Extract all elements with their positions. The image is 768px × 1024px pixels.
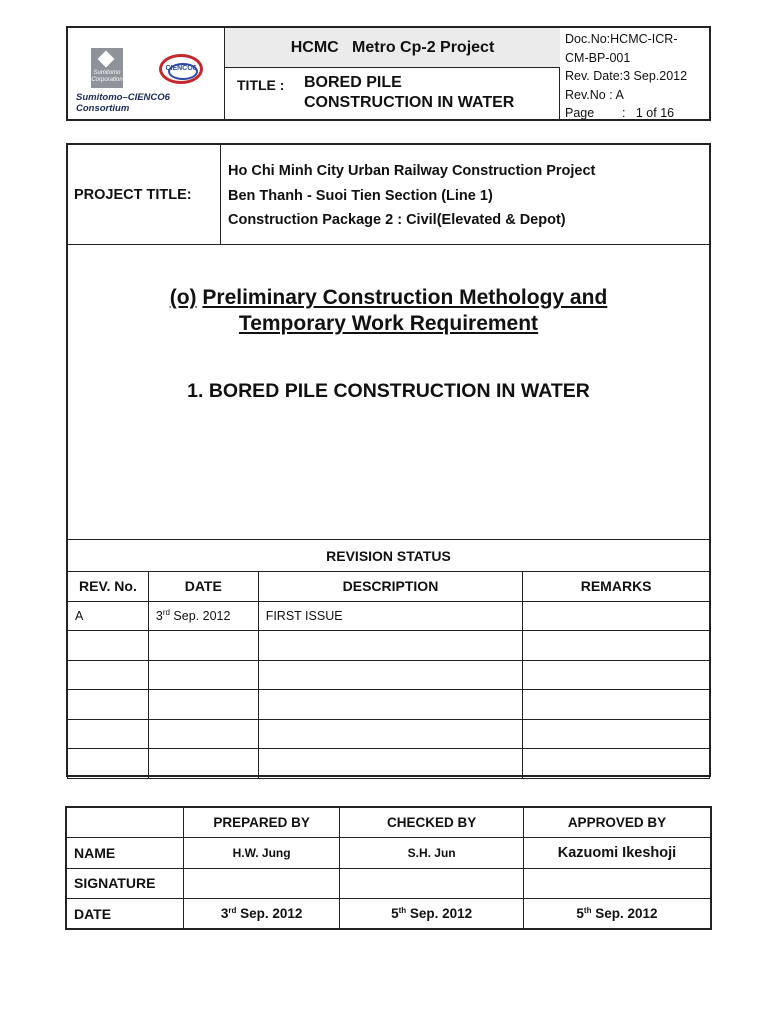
revision-number: Rev.No : A: [565, 87, 624, 102]
logo-caption: Sumitomo–CIENCO6 Consortium: [76, 92, 170, 114]
approved-date: 5th Sep. 2012: [523, 899, 711, 930]
revision-date: Rev. Date:3 Sep.2012: [565, 69, 688, 83]
col-checked-by: CHECKED BY: [340, 807, 524, 838]
header-title-cell: [225, 28, 560, 119]
project-line2: Ben Thanh - Suoi Tien Section (Line 1): [228, 187, 493, 204]
empty-cell: [523, 749, 710, 779]
document-info-cell: [560, 28, 709, 119]
rev-cell-date: 3rd Sep. 2012: [148, 601, 258, 631]
table-row: [66, 868, 711, 899]
empty-cell: [523, 660, 710, 690]
empty-cell: [68, 749, 149, 779]
doc-number-line1: Doc.No:HCMC-ICR-: [565, 32, 678, 46]
rev-col-date: DATE: [148, 572, 258, 602]
table-row: [68, 601, 710, 631]
table-row: [68, 690, 710, 720]
empty-cell: [148, 690, 258, 720]
empty-cell: [148, 631, 258, 661]
rev-cell-description: FIRST ISSUE: [258, 601, 523, 631]
rev-col-rev-no: REV. No.: [68, 572, 149, 602]
empty-cell: [258, 749, 523, 779]
document-title-line1: Preliminary Construction Methology and: [202, 286, 608, 309]
rev-col-remarks: REMARKS: [523, 572, 710, 602]
empty-cell: [258, 690, 523, 720]
rev-cell-rev: A: [68, 601, 149, 631]
signoff-table: [65, 806, 712, 930]
table-row: [68, 749, 710, 779]
empty-cell: [258, 719, 523, 749]
empty-cell: [68, 660, 149, 690]
page-number: Page : 1 of 16: [565, 106, 675, 120]
header-title-value: [304, 73, 514, 113]
sumitomo-logo-text: Sumitomo Corporation: [91, 70, 123, 83]
cienco-logo-icon: [159, 54, 203, 84]
table-row: [66, 899, 711, 930]
empty-cell: [258, 660, 523, 690]
col-prepared-by: PREPARED BY: [183, 807, 339, 838]
header-title-line1: BORED PILE: [304, 74, 402, 91]
empty-cell: [148, 749, 258, 779]
prepared-name: H.W. Jung: [183, 838, 339, 869]
checked-date: 5th Sep. 2012: [340, 899, 524, 930]
empty-cell: [66, 807, 183, 838]
doc-number-line2: CM-BP-001: [565, 50, 631, 65]
rev-cell-remarks: [523, 601, 710, 631]
empty-cell: [68, 690, 149, 720]
empty-cell: [523, 719, 710, 749]
revision-status-heading: REVISION STATUS: [68, 540, 710, 572]
project-title-row: [68, 145, 709, 245]
cienco-logo-text: CIENCO6: [165, 65, 197, 72]
prepared-date: 3rd Sep. 2012: [183, 899, 339, 930]
document-title: [68, 285, 709, 337]
empty-cell: [523, 631, 710, 661]
header-project-name: HCMC Metro Cp-2 Project: [225, 28, 560, 68]
project-line3: Construction Package 2 : Civil(Elevated & Depot): [228, 212, 566, 228]
sumitomo-logo-icon: [91, 48, 123, 88]
approved-signature: [523, 868, 711, 899]
rev-col-description: DESCRIPTION: [258, 572, 523, 602]
approved-name: Kazuomi Ikeshoji: [523, 838, 711, 869]
table-row: [68, 660, 710, 690]
empty-cell: [523, 690, 710, 720]
document-title-prefix: (o): [169, 286, 197, 309]
empty-cell: [258, 631, 523, 661]
header-title-line2: CONSTRUCTION IN WATER: [304, 94, 515, 111]
revision-status-table: [67, 539, 710, 779]
main-content-block: [66, 143, 711, 777]
table-row: [68, 631, 710, 661]
col-approved-by: APPROVED BY: [523, 807, 711, 838]
table-row: [68, 719, 710, 749]
document-header: [66, 26, 711, 121]
prepared-signature: [183, 868, 339, 899]
project-title-value: [228, 159, 595, 233]
name-label: NAME: [66, 838, 183, 869]
checked-name: S.H. Jun: [340, 838, 524, 869]
checked-signature: [340, 868, 524, 899]
empty-cell: [68, 719, 149, 749]
document-title-line2: Temporary Work Requirement: [238, 312, 539, 335]
empty-cell: [148, 660, 258, 690]
header-title-label: TITLE :: [237, 77, 285, 93]
project-title-label: PROJECT TITLE:: [68, 145, 221, 245]
logo-cell: [68, 28, 225, 119]
empty-cell: [148, 719, 258, 749]
document-subtitle: 1. BORED PILE CONSTRUCTION IN WATER: [187, 380, 590, 402]
date-label: DATE: [66, 899, 183, 930]
signature-label: SIGNATURE: [66, 868, 183, 899]
project-line1: Ho Chi Minh City Urban Railway Construction Project: [228, 163, 596, 179]
empty-cell: [68, 631, 149, 661]
table-row: [66, 807, 711, 838]
table-row: [66, 838, 711, 869]
